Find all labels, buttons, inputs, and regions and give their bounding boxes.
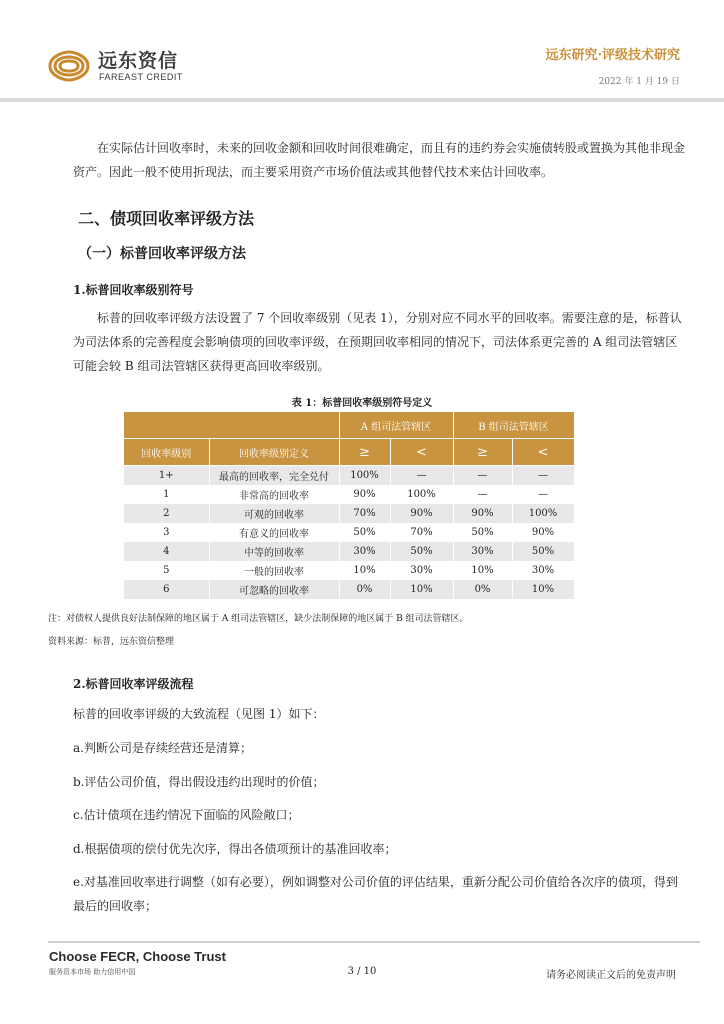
- cell-b-lt: 100%: [512, 504, 574, 523]
- item2-heading: 2.标普回收率评级流程: [73, 677, 194, 691]
- cell-b-ge: 10%: [453, 561, 512, 580]
- cell-b-lt: 30%: [512, 561, 574, 580]
- cell-grade: 2: [124, 504, 209, 523]
- cell-a-ge: 0%: [339, 580, 390, 599]
- step-item: e.对基准回收率进行调整（如有必要），例如调整对公司价值的评估结果，重新分配公司价值给各次序的债项，得到最后的回收率；: [73, 875, 678, 913]
- fareast-logo-icon: [44, 48, 94, 84]
- cell-a-ge: 70%: [339, 504, 390, 523]
- table-row: [124, 466, 574, 486]
- cell-grade: 6: [124, 580, 209, 599]
- cell-a-ge: 50%: [339, 523, 390, 542]
- footer-divider: [48, 941, 700, 943]
- cell-b-ge: —: [453, 485, 512, 504]
- cell-grade: 1: [124, 485, 209, 504]
- subsection-heading: （一）标普回收率评级方法: [78, 246, 246, 262]
- cell-definition: 一般的回收率: [209, 561, 339, 580]
- item1-heading: 1.标普回收率级别符号: [73, 283, 194, 297]
- table-header-row: [124, 412, 574, 439]
- recovery-rating-table: [124, 412, 575, 599]
- cell-b-ge: 50%: [453, 523, 512, 542]
- table-header-lt: <: [390, 439, 453, 466]
- footer-slogan: Choose FECR, Choose Trust: [49, 949, 226, 964]
- report-date: 2022 年 1 月 19 日: [598, 77, 680, 87]
- cell-a-ge: 100%: [339, 466, 390, 486]
- table-row: [124, 523, 574, 542]
- table-row: [124, 561, 574, 580]
- table-header-definition: 回收率级别定义: [209, 439, 339, 466]
- cell-definition: 有意义的回收率: [209, 523, 339, 542]
- table-header-row: [124, 439, 574, 466]
- cell-a-lt: —: [390, 466, 453, 486]
- cell-b-lt: 90%: [512, 523, 574, 542]
- cell-definition: 最高的回收率，完全兑付: [209, 466, 339, 486]
- cell-a-lt: 50%: [390, 542, 453, 561]
- cell-a-ge: 10%: [339, 561, 390, 580]
- cell-a-lt: 30%: [390, 561, 453, 580]
- cell-b-lt: 10%: [512, 580, 574, 599]
- step-item: c.估计债项在违约情况下面临的风险敞口；: [73, 808, 300, 822]
- cell-b-lt: 50%: [512, 542, 574, 561]
- cell-grade: 3: [124, 523, 209, 542]
- section-heading: 二、债项回收率评级方法: [78, 209, 255, 228]
- table-note: 注：对债权人提供良好法制保障的地区属于 A 组司法管辖区，缺少法制保障的地区属于 B 组司法管辖区。: [48, 614, 469, 624]
- cell-definition: 非常高的回收率: [209, 485, 339, 504]
- item2-intro: 标普的回收率评级的大致流程（见图 1）如下：: [73, 707, 325, 721]
- footer-tagline: 服务资本市场 助力信用中国: [49, 968, 136, 976]
- step-item: a.判断公司是存续经营还是清算；: [73, 741, 252, 755]
- table-header-grade: 回收率级别: [124, 439, 209, 466]
- cell-b-lt: —: [512, 466, 574, 486]
- cell-a-lt: 100%: [390, 485, 453, 504]
- table-header-group-b: B 组司法管辖区: [453, 412, 574, 439]
- table-row: [124, 504, 574, 523]
- table-caption: 表 1：标普回收率级别符号定义: [291, 398, 433, 409]
- brand-name-en: FAREAST CREDIT: [99, 72, 183, 82]
- footer-disclaimer: 请务必阅读正文后的免责声明: [546, 970, 676, 981]
- step-item: d.根据债项的偿付优先次序，得出各债项预计的基准回收率；: [73, 842, 397, 856]
- cell-definition: 中等的回收率: [209, 542, 339, 561]
- cell-a-lt: 10%: [390, 580, 453, 599]
- cell-b-ge: 90%: [453, 504, 512, 523]
- header-divider: [0, 98, 724, 102]
- cell-grade: 5: [124, 561, 209, 580]
- table-header-lt: <: [512, 439, 574, 466]
- table-row: [124, 580, 574, 599]
- cell-b-ge: 0%: [453, 580, 512, 599]
- cell-b-ge: —: [453, 466, 512, 486]
- step-item: b.评估公司价值，得出假设违约出现时的价值；: [73, 775, 325, 789]
- page-header: [0, 0, 724, 104]
- cell-grade: 4: [124, 542, 209, 561]
- cell-b-lt: —: [512, 485, 574, 504]
- cell-definition: 可观的回收率: [209, 504, 339, 523]
- report-series: 远东研究·评级技术研究: [545, 48, 680, 63]
- page-number: 3 / 10: [347, 966, 377, 977]
- cell-definition: 可忽略的回收率: [209, 580, 339, 599]
- cell-a-ge: 30%: [339, 542, 390, 561]
- cell-b-ge: 30%: [453, 542, 512, 561]
- cell-a-ge: 90%: [339, 485, 390, 504]
- cell-a-lt: 70%: [390, 523, 453, 542]
- table-header-group-a: A 组司法管辖区: [339, 412, 453, 439]
- table-header-ge: ≥: [339, 439, 390, 466]
- table-source: 资料来源：标普，远东资信整理: [48, 637, 175, 647]
- table-row: [124, 542, 574, 561]
- cell-grade: 1+: [124, 466, 209, 486]
- table-header-blank: [124, 412, 339, 439]
- intro-paragraph: 在实际估计回收率时，未来的回收金额和回收时间很难确定，而且有的违约券会实施债转股或置换为其他非现金资产。因此一般不使用折现法，而主要采用资产市场价值法或其他替代技术来估计回收率。: [73, 141, 686, 179]
- table-row: [124, 485, 574, 504]
- cell-a-lt: 90%: [390, 504, 453, 523]
- brand-name-cn: 远东资信: [98, 50, 179, 72]
- table-header-ge: ≥: [453, 439, 512, 466]
- item1-paragraph: 标普的回收率评级方法设置了 7 个回收率级别（见表 1），分别对应不同水平的回收率。需要注意的是，标普认为司法体系的完善程度会影响债项的回收率评级，在预期回收率相同的情况下，司法体系更完善的 A 组司法管辖区可能会较 B 组司法管辖区获得更高回收率级别。: [73, 311, 682, 373]
